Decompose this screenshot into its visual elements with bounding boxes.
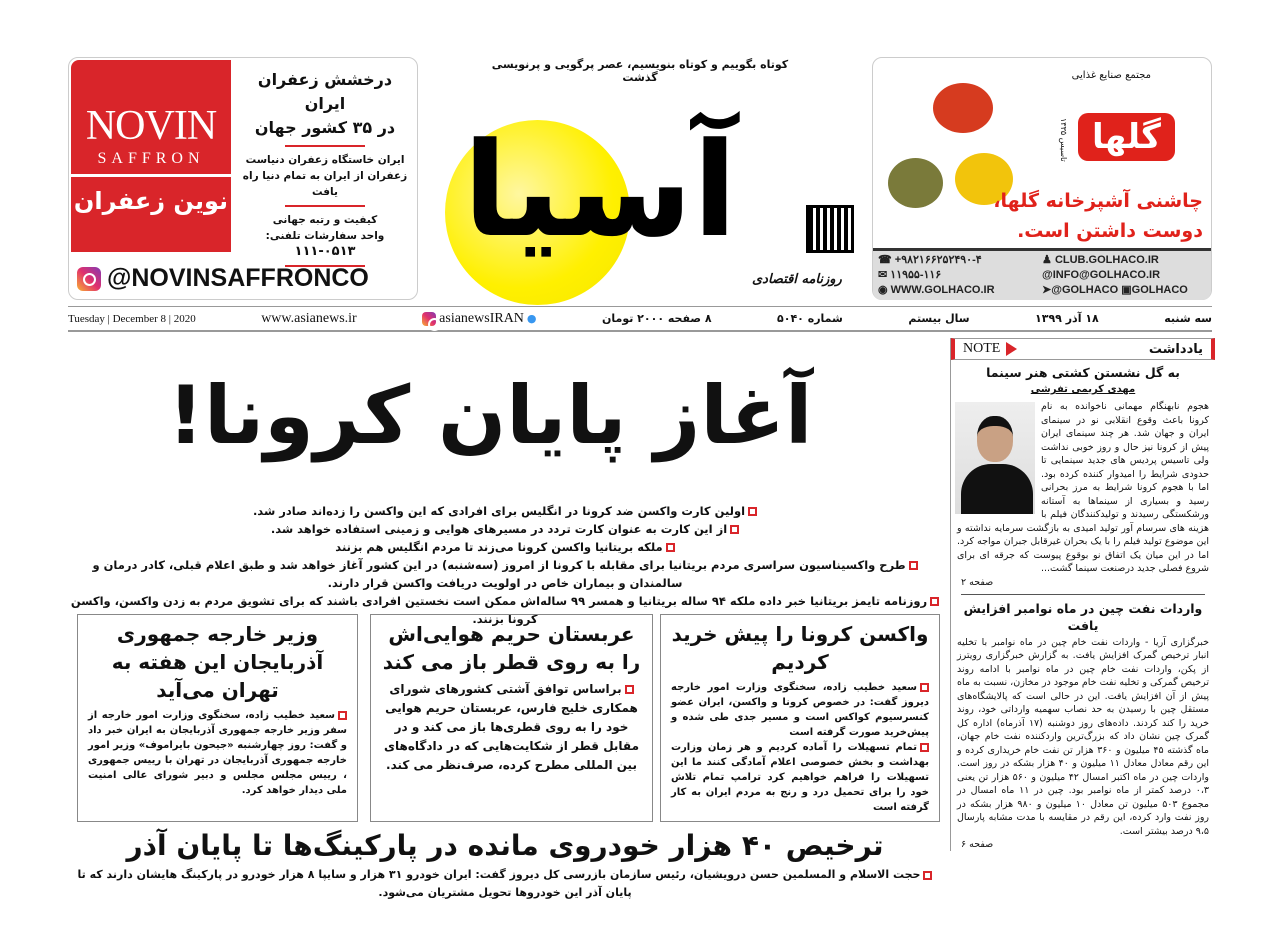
note-author: مهدی کریمی تفرشی [1030, 384, 1136, 395]
bullet-item [70, 556, 940, 592]
novin-line-3: کیفیت و رتبه جهانی [272, 214, 378, 226]
novin-line-1: ایران خاستگاه زعفران دنیاست [245, 154, 405, 166]
note-label-en-text: NOTE [963, 341, 1001, 356]
newspaper-subtitle: روزنامه اقتصادی [752, 272, 842, 287]
divider [961, 594, 1205, 595]
weekday: سه شنبه [1164, 312, 1212, 325]
bullet-icon [730, 525, 739, 534]
golha-logo: گلها [1078, 113, 1175, 161]
story-text [671, 680, 929, 740]
novin-title-2: در ۳۵ کشور جهان [254, 118, 396, 137]
golha-contacts [873, 248, 1211, 300]
instagram-icon [422, 312, 436, 326]
novin-ad-text [237, 68, 413, 272]
right-sidebar [950, 338, 1215, 851]
note-page-ref[interactable]: صفحه ۲ [961, 576, 994, 588]
bullet-text: ملکه بریتانیا واکسن کرونا می‌زند تا مردم انگلیس هم بزنند [335, 540, 663, 554]
note-title[interactable]: به گل نشستن کشتی هنر سینما [986, 365, 1180, 380]
story-title: وزیر خارجه جمهوری آذربایجان این هفته به تهران می‌آید [111, 622, 324, 702]
newspaper-logo: آسیا [462, 114, 738, 266]
bullet-icon [923, 871, 932, 880]
story-title: ترخیص ۴۰ هزار خودروی مانده در پارکینگ‌ها تا پایان آذر [126, 829, 884, 862]
issue-number: شماره ۵۰۴۰ [777, 312, 843, 325]
club-row [1042, 253, 1206, 268]
divider [285, 145, 365, 147]
novin-phone-label: واحد سفارشات تلفنی: [265, 230, 385, 242]
instagram-handle: asianewsIRAN [439, 310, 524, 326]
story-paragraph: حجت الاسلام و المسلمین حسن درویشیان، رئیس سازمان بازرسی کل دیروز گفت: ایران خودرو ۳۱ هزار و سایپا ۸ هزار خودرو در پارکینگ هایشان دارند که تا پایان آذر این خودروها تحویل مشتریان می‌شود. [77, 868, 921, 899]
golha-telegram[interactable]: @GOLHACO [1051, 284, 1119, 296]
info-bar [68, 306, 1212, 332]
verified-icon: ● [526, 312, 537, 325]
web-row [878, 283, 1042, 298]
golha-established: تاسیس ۱۳۳۵ [1059, 118, 1068, 162]
novin-line-2: زعفران از ایران به تمام دنیا راه یافت [242, 170, 408, 198]
story-saudi-airspace[interactable] [370, 614, 653, 822]
masthead-tagline: کوتاه بگوییم و کوتاه بنویسیم، عصر پرگویی و پرنویسی گذشت [491, 58, 789, 84]
bullet-icon [625, 685, 634, 694]
telegram-icon: ➤ [1042, 284, 1052, 296]
novin-brand: NOVIN [85, 103, 217, 149]
story-title: واکسن کرونا را پیش خرید کردیم [671, 622, 929, 674]
novin-instagram-handle: @NOVINSAFFRONCO [107, 264, 369, 292]
bullet-icon [748, 507, 757, 516]
article-title[interactable]: واردات نفت چین در ماه نوامبر افزایش یافت [963, 600, 1203, 633]
headline-bullets [70, 502, 940, 628]
story-car-clearance[interactable] [70, 826, 940, 902]
phone-icon: ☎ [878, 254, 892, 266]
spice-herb-image [888, 158, 943, 208]
golha-pobox: ۱۱۹۵۵-۱۱۶ [890, 269, 942, 281]
bullet-text: اولین کارت واکسن ضد کرونا در انگلیس برای افرادی که این واکسن را زده‌اند صادر شد. [252, 504, 746, 518]
qr-code-icon[interactable] [806, 205, 854, 253]
article-text: خبرگزاری آریا - واردات نفت خام چین در ماه نوامبر با تخلیه انبار ترخیص گمرک افزایش یافت. به گزارش خبرگزاری رویترز از پکن، واردات نفت خام چین در ماه نوامبر با ادامه روند ترخیص گمرکی و تخلیه نفت خام موجود در مخازن، نسبت به ماه پیش از آن افزایش یافت. این در حالی است که پالایشگاه‌های مستقل چین با رسیدن به حد نصاب سهمیه وارداتی خود، روند خرید را کند کردند. داده‌های روز دوشنبه (۱۷ آذرماه) اداره کل گمرک چین نشان داد که بزرگ‌ترین واردکننده نفت خام جهان، ماه گذشته ۴۵ میلیون و ۳۶۰ هزار تن نفت خام خریداری کرده و این رقم معادل معادل ۱۱ میلیون و ۴۰ هزار بشکه در روز است. واردات چین در ماه اکتبر امسال ۴۲ میلیون و ۵۶۰ هزار تن یعنی ۰،۳ درصد کمتر از ماه نوامبر بود. چین در ۱۱ ماه امسال در مجموع ۵۰۳ میلیون تن معادل ۱۰ میلیون و ۹۸۰ هزار بشکه در روز نفت وارد کرده، این رقم در مقایسه با مدت مشابه پارسال ۹،۵ درصد بیشتر است. [957, 636, 1210, 837]
bullet-text: روزنامه تایمز بریتانیا خبر داده ملکه ۹۴ ساله بریتانیا و همسر ۹۹ ساله‌اش ممکن است نخستین افرادی باشند که برای تشویق مردم به زدن واکسن، واکسن کرونا بزنند. [70, 594, 928, 626]
arrow-right-icon [1006, 342, 1017, 356]
novin-saffron-ad[interactable] [68, 57, 418, 300]
slogan-line-1: چاشنی آشپزخانه گلها، [993, 190, 1203, 212]
story-text [70, 866, 940, 902]
main-headline: آغاز پایان کرونا! [167, 369, 813, 462]
at-icon: @ [1042, 269, 1053, 281]
instagram-link[interactable] [422, 311, 536, 327]
story-title: عربستان حریم هوایی‌اش را به روی قطر باز می کند [382, 622, 641, 674]
novin-instagram[interactable] [77, 264, 369, 293]
price: ۸ صفحه ۲۰۰۰ تومان [601, 312, 712, 325]
pobox-row [878, 268, 1042, 283]
golha-instagram[interactable]: GOLHACO [1131, 284, 1188, 296]
bullet-item [70, 502, 940, 520]
golha-email[interactable]: INFO@GOLHACO.IR [1052, 269, 1161, 281]
golha-phone: +۹۸۲۱۶۶۲۵۲۴۹۰-۴ [894, 254, 982, 266]
slogan-line-2: دوست داشتن است. [1017, 220, 1203, 242]
novin-brand-sub: SAFFRON [71, 150, 231, 177]
phone-row [878, 253, 1042, 268]
bullet-icon [666, 543, 675, 552]
golha-ad[interactable] [872, 57, 1212, 300]
story-text [88, 708, 347, 798]
note-text: هجوم نابهنگام مهمانی ناخوانده به نام کرونا باعث وقوع انقلابی نو در سینمای ایران و جهان شد. هر چند سینمای ایران پیش از کرونا نیز حال و روز خوبی نداشت ولی تاسیس پردیس های جدید سینمایی تا حدودی شرایط را امیدوار کننده کرده بود. اما با هجوم کرونا شرایط به مرز بحرانی رسید و بسیاری از سینماها به آستانه ورشکستگی رسیدند و تولیدکنندگان فیلم با هزینه های سرسام آور تولید امیدی به بازگشت سرمایه نداشته و این موضوع تولید فیلم را با یک بحران غیرقابل جبران مواجه کرد. اما در این میان یک اتفاق نو بوقوع پیوست که جرقه ای برای شروع فصلی جدید درصنعت سینما گشت... [957, 401, 1209, 574]
novin-brand-fa: نوین زعفران [73, 187, 229, 215]
bullet-item [70, 538, 940, 556]
bullet-text: طرح واکسیناسیون سراسری مردم بریتانیا برای مقابله با کرونا از امروز (سه‌شنبه) در این کشور آغاز خواهد شد و طبق اعلام قبلی، کادر درمان و سالمندان و بیماران خاص در اولویت دریافت واکسن قرار دارند. [92, 558, 906, 590]
story-text [381, 680, 642, 775]
bullet-text: از این کارت به عنوان کارت تردد در مسیرهای هوایی و زمینی استفاده خواهد شد. [270, 522, 728, 536]
story-azerbaijan-minister[interactable] [77, 614, 358, 822]
bullet-icon [920, 743, 929, 752]
bullet-icon [920, 683, 929, 692]
note-label: یادداشت [1148, 341, 1203, 357]
instagram-icon: ▣ [1121, 284, 1132, 296]
novin-title-1: درخشش زعفران ایران [257, 70, 393, 113]
golha-web[interactable]: WWW.GOLHACO.IR [890, 284, 995, 296]
golha-club[interactable]: CLUB.GOLHACO.IR [1054, 254, 1159, 266]
story-vaccine-preorder[interactable] [660, 614, 940, 822]
mail-icon: ✉ [878, 269, 888, 281]
date-persian: ۱۸ آذر ۱۳۹۹ [1035, 312, 1099, 325]
globe-icon: ◉ [878, 284, 888, 296]
story-paragraph: سعید خطیب زاده، سخنگوی وزارت امور خارجه از سفر وزیر خارجه جمهوری آذربایجان به ایران خبر داد و گفت: روز چهارشنبه «جیحون بایراموف» وزیر امور خارجه جمهوری آذربایجان در تهران با رییس جمهوری ، رییس مجلس مجلس و دبیر شورای عالی امنیت ملی دیدار خواهد کرد. [88, 710, 347, 796]
year: سال بیستم [908, 312, 970, 325]
golha-company: مجتمع صنایع غذایی [1071, 70, 1151, 81]
bullet-icon [909, 561, 918, 570]
instagram-icon [77, 267, 101, 291]
date-english: Tuesday | December 8 | 2020 [68, 312, 196, 325]
note-header [951, 338, 1215, 360]
story-paragraph: براساس توافق آشتی کشورهای شورای همکاری خلیج فارس، عربستان حریم هوایی خود را به روی قطری‌ها باز می کند و در مقابل قطر از شکایت‌هایی که در دادگاه‌های بین المللی مطرح کرده، صرف‌نظر می کند. [384, 682, 639, 772]
bullet-icon [930, 597, 939, 606]
note-label-en [963, 341, 1017, 357]
story-paragraph: سعید خطیب زاده، سخنگوی وزارت امور خارجه دیروز گفت: در خصوص کرونا و واکسن، ایران عضو کنسرسیوم کواکس است و مسیر جدی طی شده و پیش‌خرید صورت گرفته است [671, 682, 929, 738]
novin-phone: ۰۵۱۳-۱۱۱ [294, 244, 356, 259]
novin-phone-line [237, 228, 413, 260]
author-photo [955, 402, 1035, 514]
article-page-ref[interactable]: صفحه ۶ [961, 839, 994, 850]
email-row [1042, 268, 1206, 283]
golha-slogan [993, 186, 1203, 246]
divider [285, 205, 365, 207]
spice-red-image [933, 83, 993, 133]
novin-logo-block [71, 60, 231, 252]
website-link[interactable]: www.asianews.ir [261, 310, 357, 326]
story-paragraph: تمام تسهیلات را آماده کردیم و هر زمان وزارت بهداشت و بخش خصوصی اعلام آمادگی کنند ما این تسهیلات را فراهم خواهیم کرد ترامپ تمام تلاش خود را برای تحمیل درد و رنج به مردم ایران به کار گرفته است [671, 742, 929, 813]
bullet-item [70, 520, 940, 538]
social-row [1042, 283, 1206, 298]
club-icon: ♟ [1042, 254, 1052, 266]
story-text [671, 740, 929, 815]
bullet-icon [338, 711, 347, 720]
